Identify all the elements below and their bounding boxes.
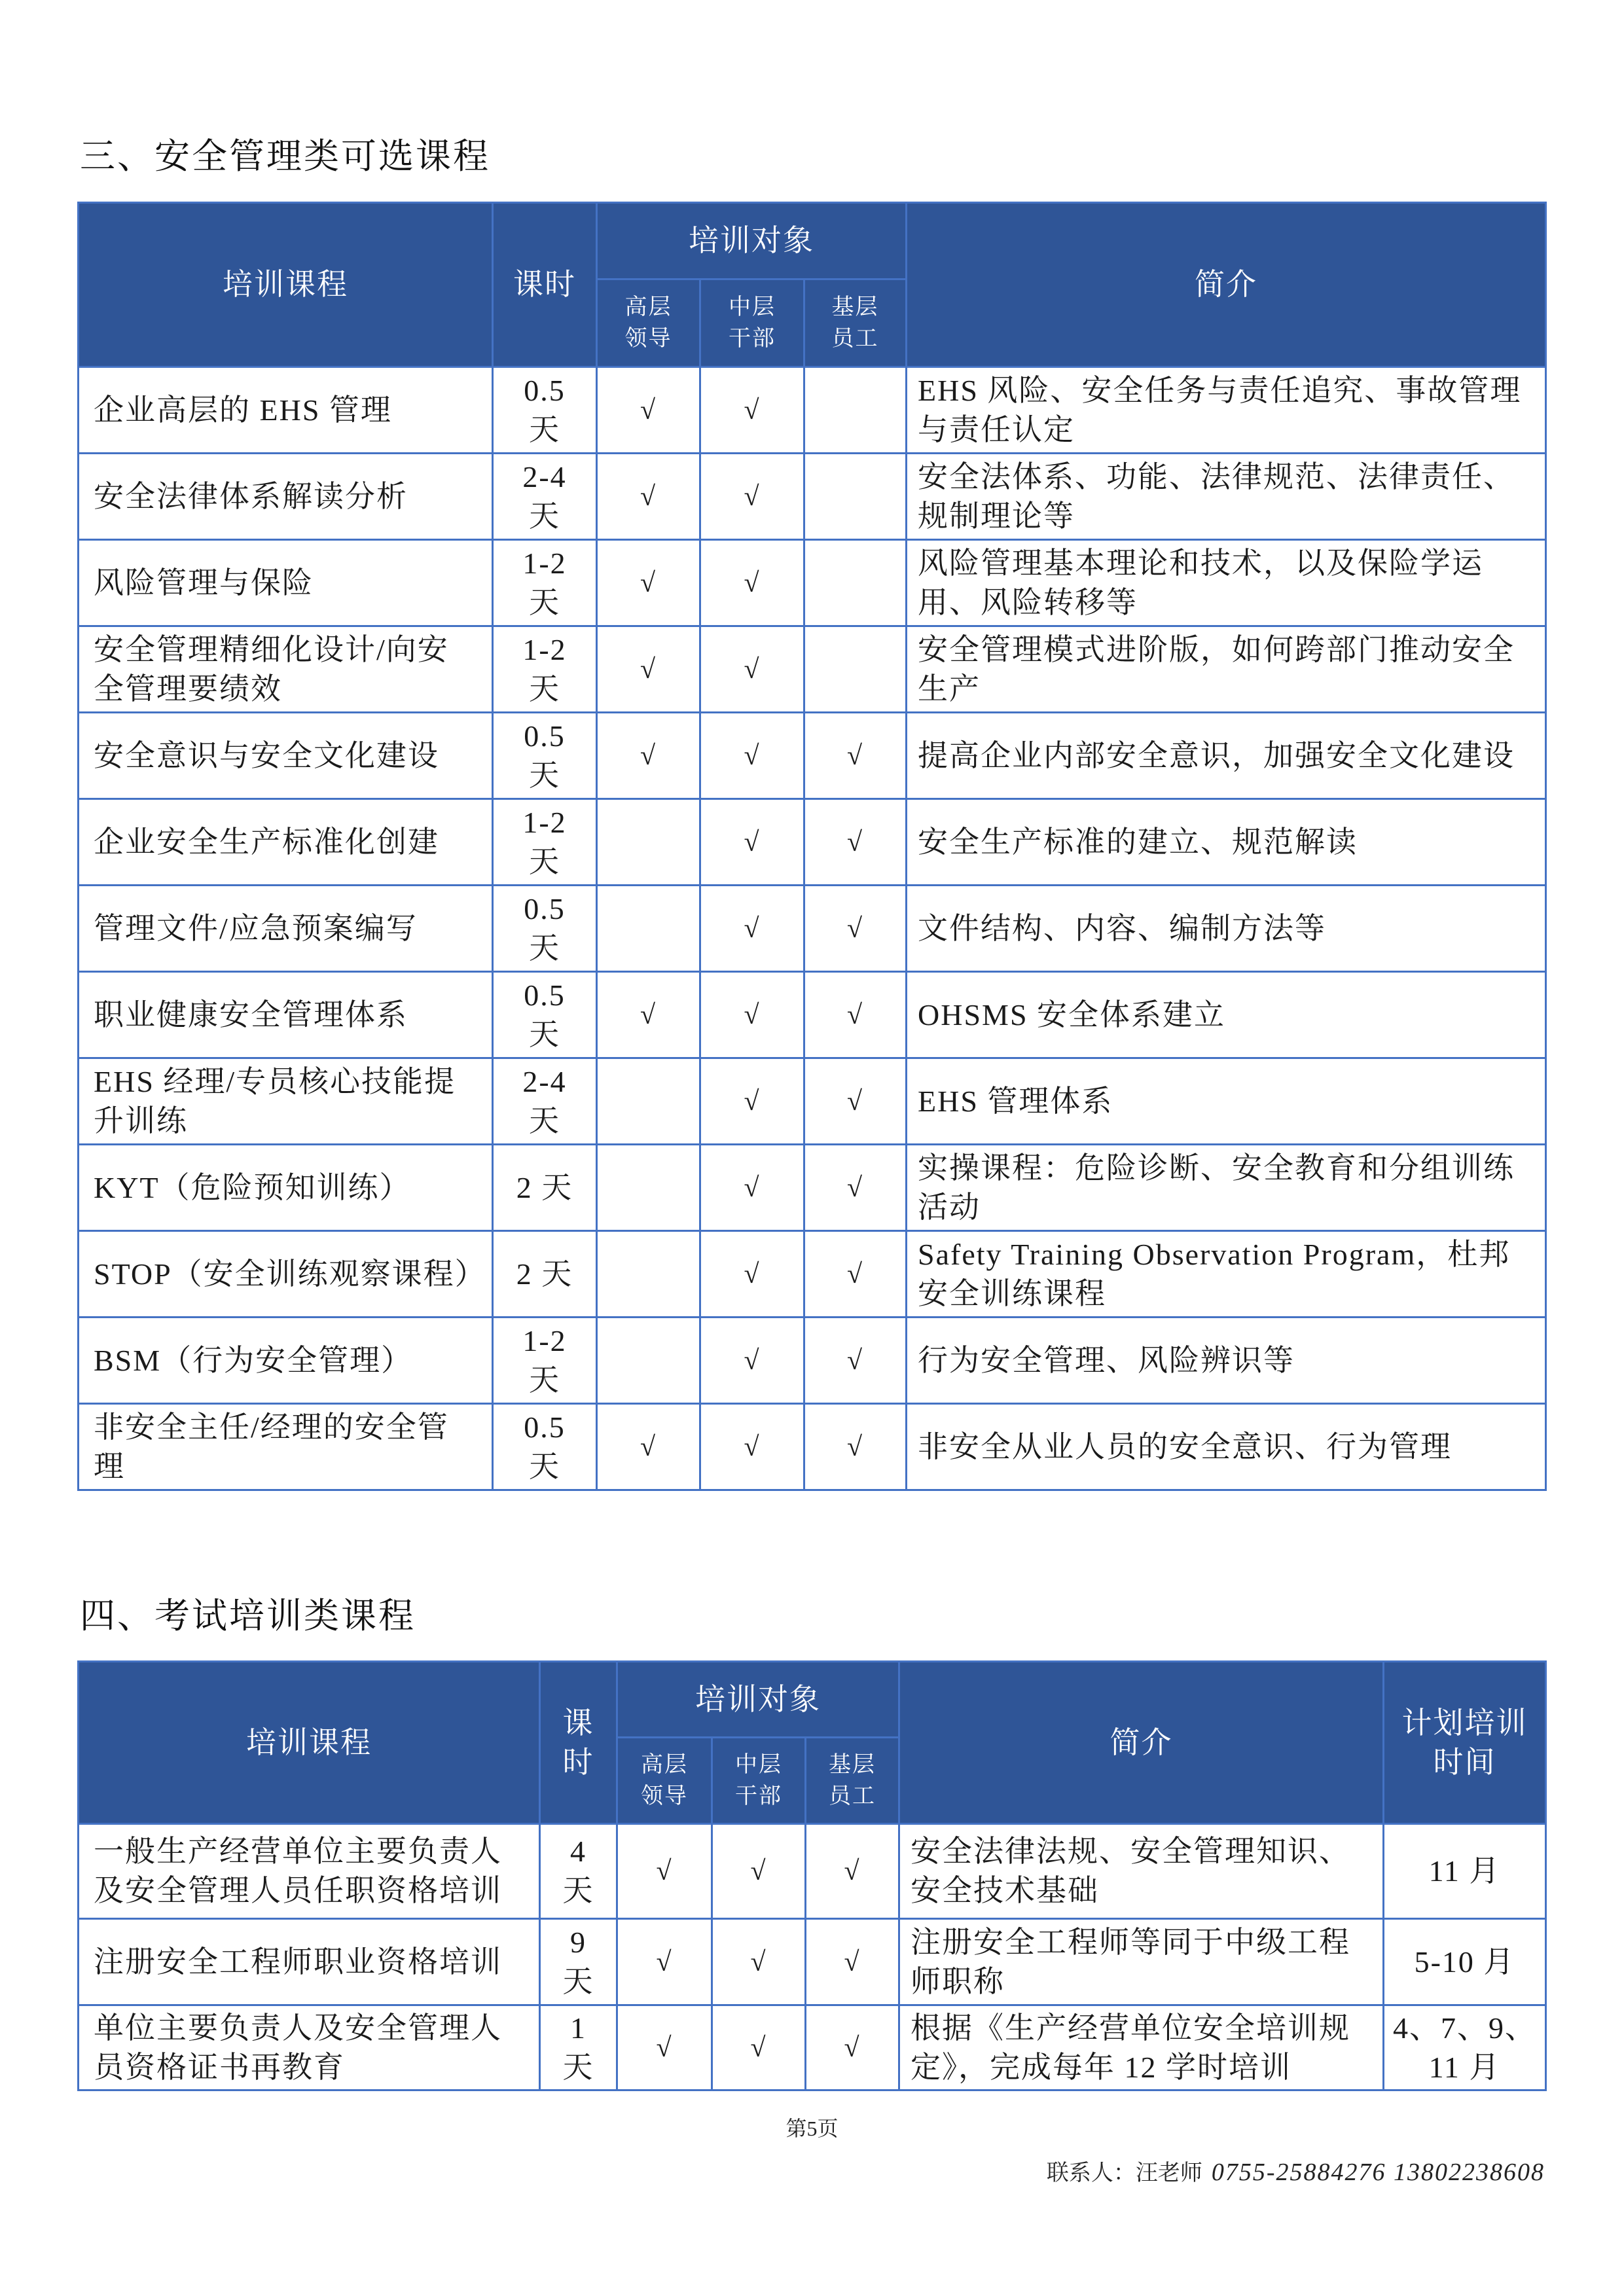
course-hours: 2-4天 <box>522 459 567 533</box>
middle-check: √ <box>700 1058 804 1145</box>
course-intro: 安全生产标准的建立、规范解读 <box>907 799 1546 886</box>
course-hours: 0.5天 <box>524 891 566 965</box>
header-base: 基层员工 <box>831 295 879 351</box>
hours-cell <box>493 1404 597 1490</box>
course-name: KYT（危险预知训练） <box>79 1145 493 1231</box>
base-check: √ <box>804 1318 907 1404</box>
base-check <box>804 367 907 454</box>
senior-check <box>597 886 700 972</box>
course-name: BSM（行为安全管理） <box>79 1318 493 1404</box>
course-name: 企业高层的 EHS 管理 <box>79 367 493 454</box>
hours-cell <box>540 1824 617 1919</box>
course-intro: 风险管理基本理论和技术，以及保险学运用、风险转移等 <box>907 540 1546 626</box>
header-plan-time: 计划培训时间 <box>1384 1662 1546 1824</box>
hours-cell <box>493 713 597 799</box>
base-check: √ <box>804 886 907 972</box>
course-intro: EHS 风险、安全任务与责任追究、事故管理与责任认定 <box>907 367 1546 454</box>
course-intro: 实操课程：危险诊断、安全教育和分组训练活动 <box>907 1145 1546 1231</box>
table-row <box>79 367 1546 454</box>
course-hours: 2 天 <box>516 1170 573 1204</box>
hours-cell <box>493 540 597 626</box>
middle-check: √ <box>700 886 804 972</box>
course-hours: 1-2天 <box>522 546 567 619</box>
base-check: √ <box>804 713 907 799</box>
header-intro: 简介 <box>907 203 1546 367</box>
plan-time: 5-10 月 <box>1384 1919 1546 2005</box>
course-name: 注册安全工程师职业资格培训 <box>79 1919 540 2005</box>
section-title-exam-training: 四、考试培训类课程 <box>80 1595 416 1636</box>
senior-check <box>597 1231 700 1318</box>
course-intro: 安全法体系、功能、法律规范、法律责任、规制理论等 <box>907 454 1546 540</box>
course-hours: 1-2天 <box>522 632 567 706</box>
base-check: √ <box>804 972 907 1058</box>
header-hours: 课时 <box>493 203 597 367</box>
course-hours: 1天 <box>562 2011 594 2084</box>
course-name: 一般生产经营单位主要负责人及安全管理人员任职资格培训 <box>79 1824 540 1919</box>
base-check <box>804 454 907 540</box>
middle-check: √ <box>700 454 804 540</box>
course-name: 安全意识与安全文化建设 <box>79 713 493 799</box>
header-middle: 中层干部 <box>735 1752 782 1808</box>
course-hours: 2 天 <box>516 1257 573 1291</box>
table-row <box>79 799 1546 886</box>
table-row <box>79 1824 1546 1919</box>
table-row <box>79 1318 1546 1404</box>
hours-cell <box>493 367 597 454</box>
course-intro: 安全法律法规、安全管理知识、安全技术基础 <box>899 1824 1384 1919</box>
table-header-row <box>79 1662 1546 1738</box>
hours-cell <box>493 972 597 1058</box>
section-title-safety-management: 三、安全管理类可选课程 <box>80 135 490 177</box>
senior-check: √ <box>597 972 700 1058</box>
middle-check: √ <box>700 367 804 454</box>
base-check <box>804 540 907 626</box>
course-intro: 注册安全工程师等同于中级工程师职称 <box>899 1919 1384 2005</box>
middle-check: √ <box>700 1404 804 1490</box>
table-row <box>79 1919 1546 2005</box>
course-hours: 1-2天 <box>522 1323 567 1397</box>
header-base: 基层员工 <box>829 1752 876 1808</box>
table-row <box>79 713 1546 799</box>
course-intro: 根据《生产经营单位安全培训规定》，完成每年 12 学时培训 <box>899 2005 1384 2090</box>
course-intro: Safety Training Observation Program，杜邦安全训练课程 <box>907 1231 1546 1318</box>
table-header-row <box>79 203 1546 279</box>
contact-phones: 0755-25884276 13802238608 <box>1211 2159 1545 2186</box>
header-course: 培训课程 <box>79 1662 540 1824</box>
middle-check: √ <box>712 1824 806 1919</box>
header-senior-cell <box>597 279 700 367</box>
table-row <box>79 540 1546 626</box>
course-intro: 非安全从业人员的安全意识、行为管理 <box>907 1404 1546 1490</box>
course-intro: 文件结构、内容、编制方法等 <box>907 886 1546 972</box>
header-target: 培训对象 <box>597 203 907 279</box>
hours-cell <box>493 454 597 540</box>
senior-check <box>597 1318 700 1404</box>
course-name: 安全管理精细化设计/向安全管理要绩效 <box>79 626 493 713</box>
header-intro: 简介 <box>899 1662 1384 1824</box>
course-intro: EHS 管理体系 <box>907 1058 1546 1145</box>
senior-check: √ <box>597 540 700 626</box>
hours-cell <box>493 1058 597 1145</box>
course-intro: OHSMS 安全体系建立 <box>907 972 1546 1058</box>
course-intro: 提高企业内部安全意识，加强安全文化建设 <box>907 713 1546 799</box>
base-check: √ <box>804 1145 907 1231</box>
table-row <box>79 2005 1546 2090</box>
table-row <box>79 1058 1546 1145</box>
hours-cell <box>493 626 597 713</box>
hours-cell <box>493 1318 597 1404</box>
course-name: STOP（安全训练观察课程） <box>79 1231 493 1318</box>
senior-check: √ <box>597 713 700 799</box>
table-row <box>79 1404 1546 1490</box>
base-check: √ <box>806 1824 899 1919</box>
course-name: 单位主要负责人及安全管理人员资格证书再教育 <box>79 2005 540 2090</box>
senior-check <box>597 1058 700 1145</box>
course-name: 安全法律体系解读分析 <box>79 454 493 540</box>
hours-cell <box>540 1919 617 2005</box>
header-target: 培训对象 <box>617 1662 899 1738</box>
table-row <box>79 454 1546 540</box>
safety-management-course-table <box>77 202 1547 1491</box>
base-check: √ <box>806 1919 899 2005</box>
hours-cell <box>493 886 597 972</box>
course-hours: 0.5天 <box>524 373 566 446</box>
base-check: √ <box>804 1231 907 1318</box>
middle-check: √ <box>700 1231 804 1318</box>
table-row <box>79 972 1546 1058</box>
course-name: 非安全主任/经理的安全管理 <box>79 1404 493 1490</box>
base-check: √ <box>804 799 907 886</box>
middle-check: √ <box>712 2005 806 2090</box>
base-check: √ <box>804 1058 907 1145</box>
header-senior: 高层领导 <box>641 1752 688 1808</box>
base-check <box>804 626 907 713</box>
middle-check: √ <box>700 1318 804 1404</box>
hours-cell <box>493 1231 597 1318</box>
course-hours: 2-4天 <box>522 1064 567 1138</box>
course-hours: 0.5天 <box>524 978 566 1051</box>
plan-time: 11 月 <box>1384 1824 1546 1919</box>
course-hours: 0.5天 <box>524 719 566 792</box>
course-intro: 安全管理模式进阶版，如何跨部门推动安全生产 <box>907 626 1546 713</box>
course-name: 企业安全生产标准化创建 <box>79 799 493 886</box>
course-name: 职业健康安全管理体系 <box>79 972 493 1058</box>
hours-cell <box>493 799 597 886</box>
course-hours: 9天 <box>562 1925 594 1998</box>
contact-line <box>1047 2157 1545 2189</box>
table-row <box>79 626 1546 713</box>
header-course: 培训课程 <box>79 203 493 367</box>
course-name: 风险管理与保险 <box>79 540 493 626</box>
header-base-cell <box>804 279 907 367</box>
contact-label: 联系人：汪老师 <box>1046 2161 1202 2185</box>
course-intro: 行为安全管理、风险辨识等 <box>907 1318 1546 1404</box>
senior-check: √ <box>617 2005 712 2090</box>
course-hours: 4天 <box>562 1835 594 1907</box>
header-middle-cell <box>700 279 804 367</box>
plan-time: 4、7、9、11 月 <box>1384 2005 1546 2090</box>
course-name: EHS 经理/专员核心技能提升训练 <box>79 1058 493 1145</box>
senior-check <box>597 1145 700 1231</box>
middle-check: √ <box>700 713 804 799</box>
senior-check: √ <box>597 1404 700 1490</box>
table-row <box>79 1145 1546 1231</box>
hours-cell <box>540 2005 617 2090</box>
middle-check: √ <box>700 1145 804 1231</box>
header-senior-cell <box>617 1738 712 1824</box>
header-middle: 中层干部 <box>729 295 776 351</box>
table-row <box>79 1231 1546 1318</box>
header-senior: 高层领导 <box>624 295 672 351</box>
course-hours: 0.5天 <box>524 1410 566 1483</box>
middle-check: √ <box>700 799 804 886</box>
page-number: 第5页 <box>785 2117 839 2140</box>
middle-check: √ <box>700 626 804 713</box>
senior-check <box>597 799 700 886</box>
base-check: √ <box>806 2005 899 2090</box>
middle-check: √ <box>712 1919 806 2005</box>
senior-check: √ <box>617 1919 712 2005</box>
header-hours: 课时 <box>540 1662 617 1824</box>
table-row <box>79 886 1546 972</box>
hours-cell <box>493 1145 597 1231</box>
senior-check: √ <box>597 626 700 713</box>
senior-check: √ <box>617 1824 712 1919</box>
course-name: 管理文件/应急预案编写 <box>79 886 493 972</box>
middle-check: √ <box>700 540 804 626</box>
senior-check: √ <box>597 454 700 540</box>
header-base-cell <box>806 1738 899 1824</box>
senior-check: √ <box>597 367 700 454</box>
exam-training-course-table <box>77 1660 1547 2091</box>
base-check: √ <box>804 1404 907 1490</box>
header-middle-cell <box>712 1738 806 1824</box>
middle-check: √ <box>700 972 804 1058</box>
course-hours: 1-2天 <box>522 805 567 878</box>
